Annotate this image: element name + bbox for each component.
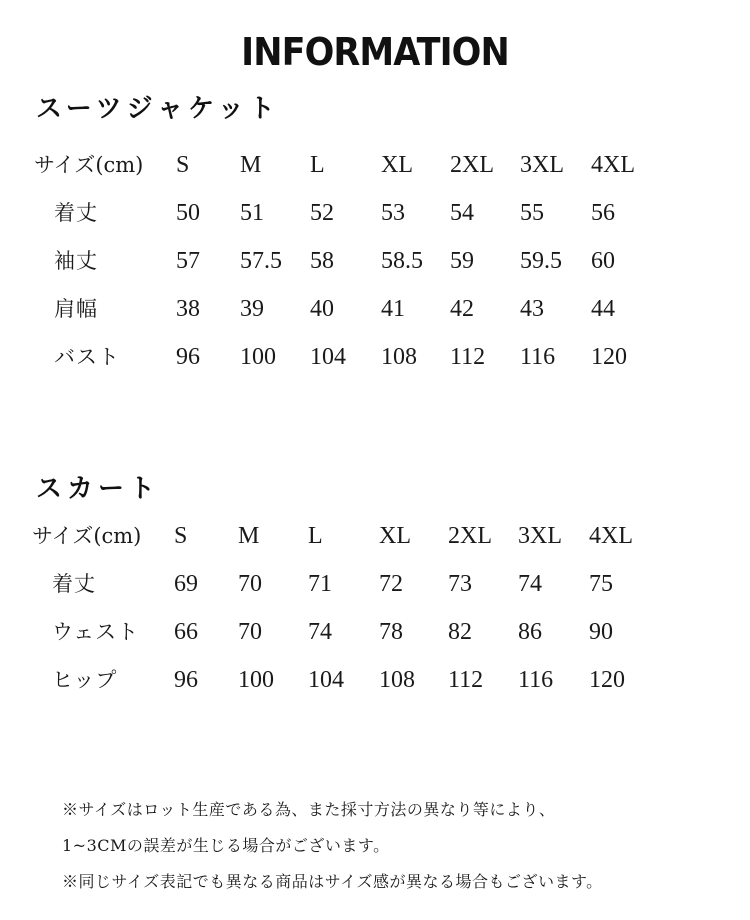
table-cell: 69 xyxy=(174,571,198,597)
table-cell: 82 xyxy=(448,619,472,645)
size-header-cell: 3XL xyxy=(520,152,564,178)
note-line: ※サイズはロット生産である為、また採寸方法の異なり等により、 xyxy=(62,800,556,819)
table-cell: 58.5 xyxy=(381,248,423,274)
size-header-cell: 2XL xyxy=(448,523,492,549)
table-cell: 100 xyxy=(240,344,276,370)
skirt-size-table xyxy=(0,516,750,708)
size-notes xyxy=(62,792,742,900)
table-cell: 40 xyxy=(310,296,334,322)
table-cell: 50 xyxy=(176,200,200,226)
row-label: 着丈 xyxy=(52,572,96,596)
table-header-row xyxy=(0,516,750,564)
table-row xyxy=(0,660,750,708)
table-cell: 72 xyxy=(379,571,403,597)
table-cell: 96 xyxy=(174,667,198,693)
size-header-cell: S xyxy=(174,523,188,549)
table-cell: 42 xyxy=(450,296,474,322)
table-cell: 54 xyxy=(450,200,474,226)
size-header-cell: 4XL xyxy=(591,152,635,178)
note-line: 1~3CMの誤差が生じる場合がございます。 xyxy=(62,836,390,855)
table-cell: 73 xyxy=(448,571,472,597)
table-cell: 75 xyxy=(589,571,613,597)
table-row xyxy=(0,612,750,660)
table-cell: 112 xyxy=(448,667,484,693)
table-cell: 44 xyxy=(591,296,615,322)
table-cell: 57.5 xyxy=(240,248,282,274)
table-cell: 100 xyxy=(238,667,274,693)
size-header-cell: 3XL xyxy=(518,523,562,549)
row-label: ヒップ xyxy=(52,668,118,692)
row-label: 着丈 xyxy=(54,201,98,225)
table-cell: 70 xyxy=(238,571,262,597)
size-header-cell: 2XL xyxy=(450,152,494,178)
table-cell: 78 xyxy=(379,619,403,645)
page-title: INFORMATION xyxy=(241,30,509,74)
table-cell: 108 xyxy=(379,667,415,693)
row-label: 袖丈 xyxy=(54,249,98,273)
table-cell: 74 xyxy=(308,619,332,645)
table-row xyxy=(0,564,750,612)
table-cell: 66 xyxy=(174,619,198,645)
table-cell: 53 xyxy=(381,200,405,226)
table-cell: 120 xyxy=(589,667,625,693)
table-cell: 104 xyxy=(308,667,344,693)
table-cell: 43 xyxy=(520,296,544,322)
suit-jacket-size-table xyxy=(0,145,750,385)
table-cell: 59.5 xyxy=(520,248,562,274)
table-cell: 112 xyxy=(450,344,486,370)
size-column-header: サイズ(cm) xyxy=(34,153,144,177)
table-cell: 116 xyxy=(520,344,556,370)
table-row xyxy=(0,241,750,289)
table-cell: 38 xyxy=(176,296,200,322)
table-cell: 60 xyxy=(591,248,615,274)
size-header-cell: L xyxy=(310,152,325,178)
table-cell: 56 xyxy=(591,200,615,226)
table-cell: 71 xyxy=(308,571,332,597)
table-cell: 120 xyxy=(591,344,627,370)
size-header-cell: M xyxy=(238,523,260,549)
size-header-cell: 4XL xyxy=(589,523,633,549)
table-cell: 70 xyxy=(238,619,262,645)
size-header-cell: XL xyxy=(381,152,413,178)
table-cell: 86 xyxy=(518,619,542,645)
table-row xyxy=(0,289,750,337)
table-cell: 104 xyxy=(310,344,346,370)
skirt-heading: スカート xyxy=(36,474,161,504)
row-label: ウェスト xyxy=(52,620,140,644)
table-cell: 52 xyxy=(310,200,334,226)
table-cell: 39 xyxy=(240,296,264,322)
table-cell: 59 xyxy=(450,248,474,274)
size-header-cell: S xyxy=(176,152,190,178)
table-cell: 41 xyxy=(381,296,405,322)
table-cell: 55 xyxy=(520,200,544,226)
table-cell: 51 xyxy=(240,200,264,226)
table-row xyxy=(0,193,750,241)
table-cell: 96 xyxy=(176,344,200,370)
note-line: ※同じサイズ表記でも異なる商品はサイズ感が異なる場合もございます。 xyxy=(62,872,603,891)
table-cell: 108 xyxy=(381,344,417,370)
table-cell: 90 xyxy=(589,619,613,645)
size-header-cell: L xyxy=(308,523,323,549)
table-header-row xyxy=(0,145,750,193)
row-label: 肩幅 xyxy=(54,297,98,321)
row-label: バスト xyxy=(54,345,120,369)
table-row xyxy=(0,337,750,385)
size-header-cell: XL xyxy=(379,523,411,549)
size-header-cell: M xyxy=(240,152,262,178)
suit-jacket-heading: スーツジャケット xyxy=(36,94,280,124)
table-cell: 58 xyxy=(310,248,334,274)
table-cell: 116 xyxy=(518,667,554,693)
table-cell: 74 xyxy=(518,571,542,597)
size-column-header: サイズ(cm) xyxy=(32,524,142,548)
table-cell: 57 xyxy=(176,248,200,274)
